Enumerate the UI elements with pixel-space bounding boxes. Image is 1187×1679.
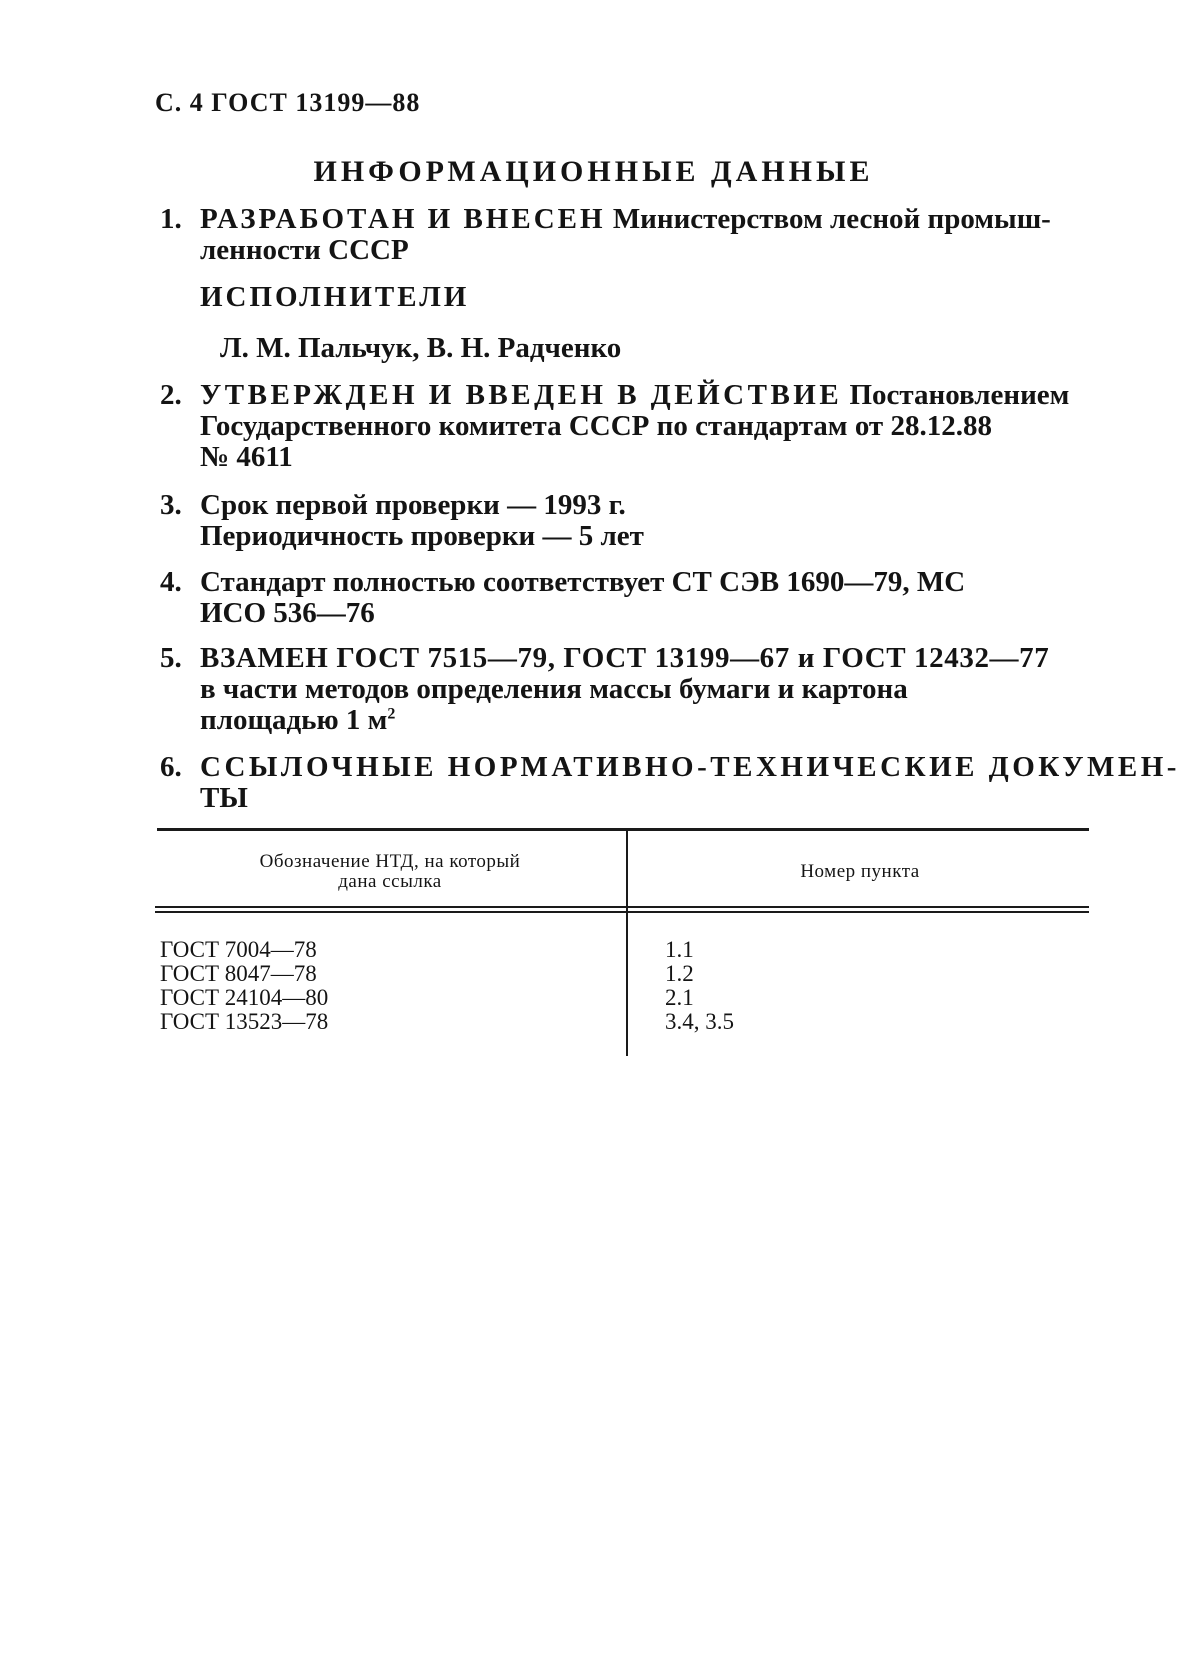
table-cell-clause: 1.2 [665, 961, 694, 986]
table-header-rule-2 [155, 911, 1089, 913]
table-header-rule-1 [155, 906, 1089, 908]
table-cell-clause: 2.1 [665, 985, 694, 1010]
table-column-divider [626, 831, 628, 1056]
table-row: ГОСТ 7004—78 [160, 937, 317, 962]
executors-names: Л. М. Пальчук, В. Н. Радченко [220, 332, 622, 364]
table-col2-header: Номер пункта [800, 861, 920, 882]
item-2: 2. УТВЕРЖДЕН И ВВЕДЕН В ДЕЙСТВИЕ Постановлением Государственного комитета СССР по стандартам от 28.12.88 № 4611 [160, 379, 1070, 473]
item-number: 1. [160, 203, 182, 235]
table-row: ГОСТ 13523—78 [160, 1009, 329, 1034]
table-cell-clause: 1.1 [665, 937, 694, 962]
item-6: 6. ССЫЛОЧНЫЕ НОРМАТИВНО-ТЕХНИЧЕСКИЕ ДОКУМЕН- ТЫ [160, 751, 1180, 814]
item-1: 1. РАЗРАБОТАН И ВНЕСЕН Министерством лесной промыш- ленности СССР [160, 203, 1051, 266]
executors-heading: ИСПОЛНИТЕЛИ [200, 281, 470, 313]
table-row: ГОСТ 24104—80 [160, 985, 329, 1010]
item-4: 4. Стандарт полностью соответствует СТ СЭВ 1690—79, МС ИСО 536—76 [160, 566, 966, 629]
table-col1-header: Обозначение НТД, на который дана ссылка [259, 851, 521, 892]
item-5: 5. ВЗАМЕН ГОСТ 7515—79, ГОСТ 13199—67 и ГОСТ 12432—77 в части методов определения массы бумаги и картона площадью 1 $м^2$ [160, 642, 1050, 736]
item-3: 3. Срок первой проверки — 1993 г. Периодичность проверки — 5 лет [160, 489, 644, 552]
table-row: ГОСТ 8047—78 [160, 961, 317, 986]
page-title: ИНФОРМАЦИОННЫЕ ДАННЫЕ [313, 155, 874, 188]
page-header: С. 4 ГОСТ 13199—88 [155, 88, 421, 117]
table-cell-clause: 3.4, 3.5 [665, 1009, 734, 1034]
table-top-rule [157, 828, 1089, 831]
